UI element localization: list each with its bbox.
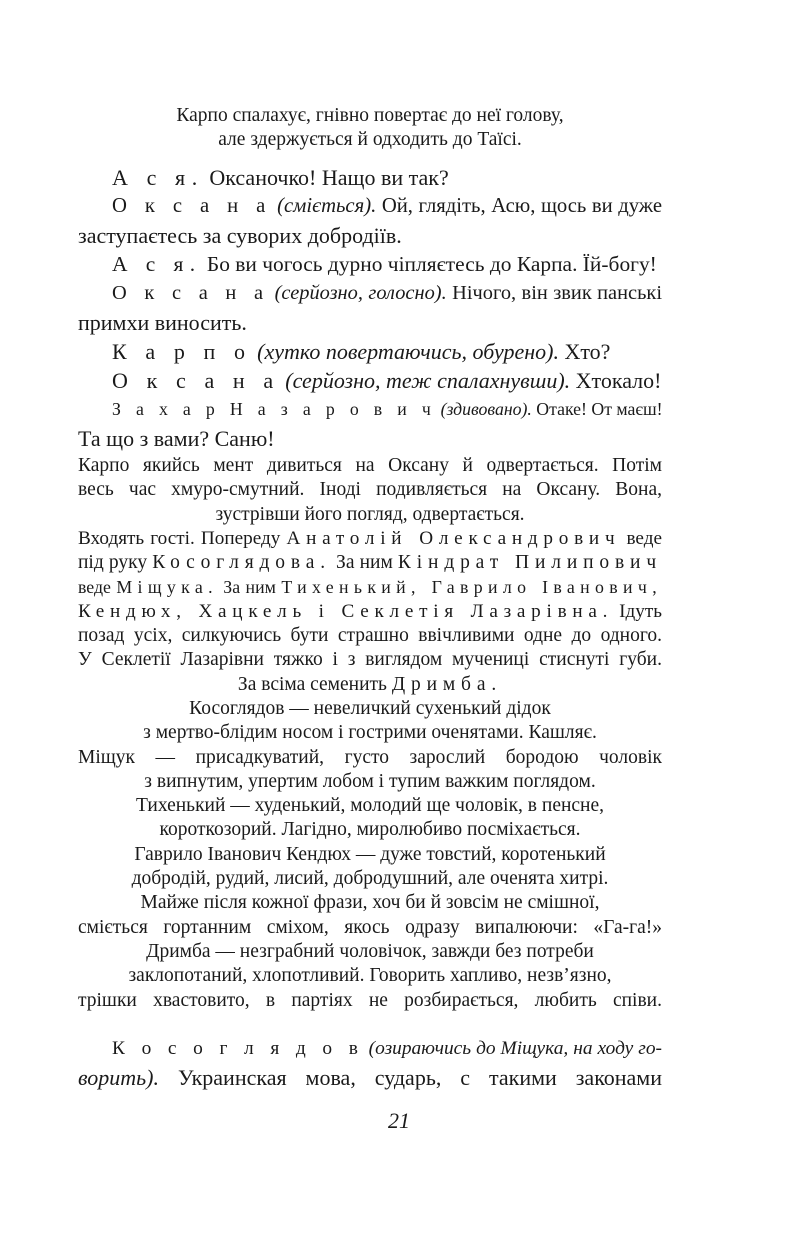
stage-text: За всіма семенить [237,673,392,695]
stage-direction-top [78,104,662,153]
character-description: Тихенький — худенький, молодий ще чоловік, в пенсне, [135,795,605,817]
speech-text: Украинская мова, сударь, с такими законами [177,1065,663,1090]
dialogue-line-asia [78,250,662,279]
speech-continuation: Та що з вами? Саню! [78,426,275,451]
speaker-name: К а р п о [112,339,252,364]
speech-text: Оксаночко! Нащо ви так? [209,165,449,190]
character-description: добродій, рудий, лисий, добродушний, але оченята хитрі. [131,868,609,890]
dialogue-line-kosogliadov [78,1034,662,1063]
speaker-name: З а х а р Н а з а р о в и ч [112,399,437,419]
character-description: трішки хвастовито, в партіях не розбирається, любить співи. [78,989,662,1011]
speaker-name: К о с о г л я д о в [112,1038,364,1059]
stage-line: Карпо якийсь мент дивиться на Оксану й одвертається. Потім [78,455,662,476]
character-name: Косоглядова. [152,552,331,574]
dialogue-line-asia [78,163,662,192]
character-description: короткозорий. Лагідно, миролюбиво посміхається. [159,819,581,841]
dialogue-line-karpo [78,337,662,366]
dialogue-line-zakhar [78,395,662,424]
character-name: Міщука. [116,577,218,598]
stage-text: За ним [217,577,282,598]
dialogue-line-oksana [78,279,662,308]
character-description: Майже після кожної фрази, хоч би й зовсім не смішної, [140,892,600,914]
dialogue-line-oksana [78,192,662,221]
stage-remark: (серйозно, голосно). [274,282,447,304]
stage-direction-entrance [78,454,662,1013]
speaker-name: О к с а н а [112,195,272,217]
speaker-name: О к с а н а [112,282,270,304]
stage-remark: (серйозно, теж спалахнувши). [285,368,571,393]
character-description: з випнутим, упертим лобом і тупим важким поглядом. [144,770,596,792]
character-description: заклопотаний, хлопотливий. Говорить хапливо, незв’язно, [128,965,612,987]
stage-line [78,575,662,599]
character-description: Дримба — незграбний чоловічок, завжди без потреби [146,940,594,962]
character-name: Кендюх, Хацкель і Секлетія Лазарівна. [78,600,614,622]
character-description: Гаврило Іванович Кендюх — дуже товстий, коротенький [134,843,606,865]
stage-line [78,600,662,624]
speech-text: Ой, глядіть, Асю, щось ви дуже [381,195,662,217]
stage-line [78,673,662,697]
stage-text: За ним [330,552,398,574]
stage-text: веде [620,527,662,549]
dialogue-line-oksana [78,366,662,395]
stage-line: зустрівши його погляд, одвертається. [215,503,525,525]
stage-text: під руку [78,552,153,574]
character-description: Косоглядов — невеличкий сухенький дідок [189,697,551,719]
stage-text: Ідуть [613,600,662,622]
character-name: Тихенький, Гаврило Іванович, [281,577,662,598]
stage-line [78,551,662,575]
stage-text: Входять гості. Попереду [78,527,287,549]
character-name: Анатолій Олександрович [286,527,621,549]
speech-text: Хтокало! [575,368,662,393]
character-description: Міщук — присадкуватий, густо зарослий бородою чоловік [78,746,662,768]
stage-line: весь час хмуро-смутний. Іноді подивляється на Оксану. Вона, [78,479,662,501]
dialogue-block [78,1034,662,1092]
stage-remark: (сміється). [277,195,377,217]
speech-text: Бо ви чогось дурно чіпляєтесь до Карпа. Їй-богу! [206,252,657,276]
stage-remark: ворить). [78,1065,159,1090]
stage-remark: (хутко повертаючись, обурено). [257,339,559,364]
character-description: з мертво-блідим носом і гострими оченятами. Кашляє. [143,722,597,744]
speech-continuation: заступаєтесь за суворих добродіїв. [78,223,402,248]
stage-remark: (здивовано). [440,399,532,419]
stage-line: Карпо спалахує, гнівно повертає до неї голову, [176,105,564,126]
dialogue-block [78,163,662,453]
speech-continuation: примхи виносить. [78,310,247,335]
speech-text: Отаке! От маєш! [536,399,663,419]
speaker-name: А с я. [112,252,202,276]
character-description: сміється гортанним сміхом, якось одразу випалюючи: «Га-га!» [78,916,662,938]
stage-text: веде [78,577,117,598]
stage-remark: (озираючись до Міщука, на ходу го- [368,1038,662,1059]
character-name: Кіндрат Пилипович [397,552,662,574]
stage-line: У Секлетії Лазарівни тяжко і з виглядом мучениці стиснуті губи. [78,649,662,671]
page-number: 21 [388,1108,410,1133]
speech-continuation [78,1063,662,1092]
stage-line: але здержується й одходить до Таїсі. [218,129,522,151]
speech-text: Нічого, він звик панські [452,282,662,304]
speech-text: Хто? [564,339,611,364]
speaker-name: О к с а н а [112,368,280,393]
stage-line [78,527,662,551]
speaker-name: А с я. [112,165,204,190]
character-name: Дримба. [391,673,503,695]
stage-line: позад усіх, силкуючись бути страшно ввічливими одне до одного. [78,625,662,647]
